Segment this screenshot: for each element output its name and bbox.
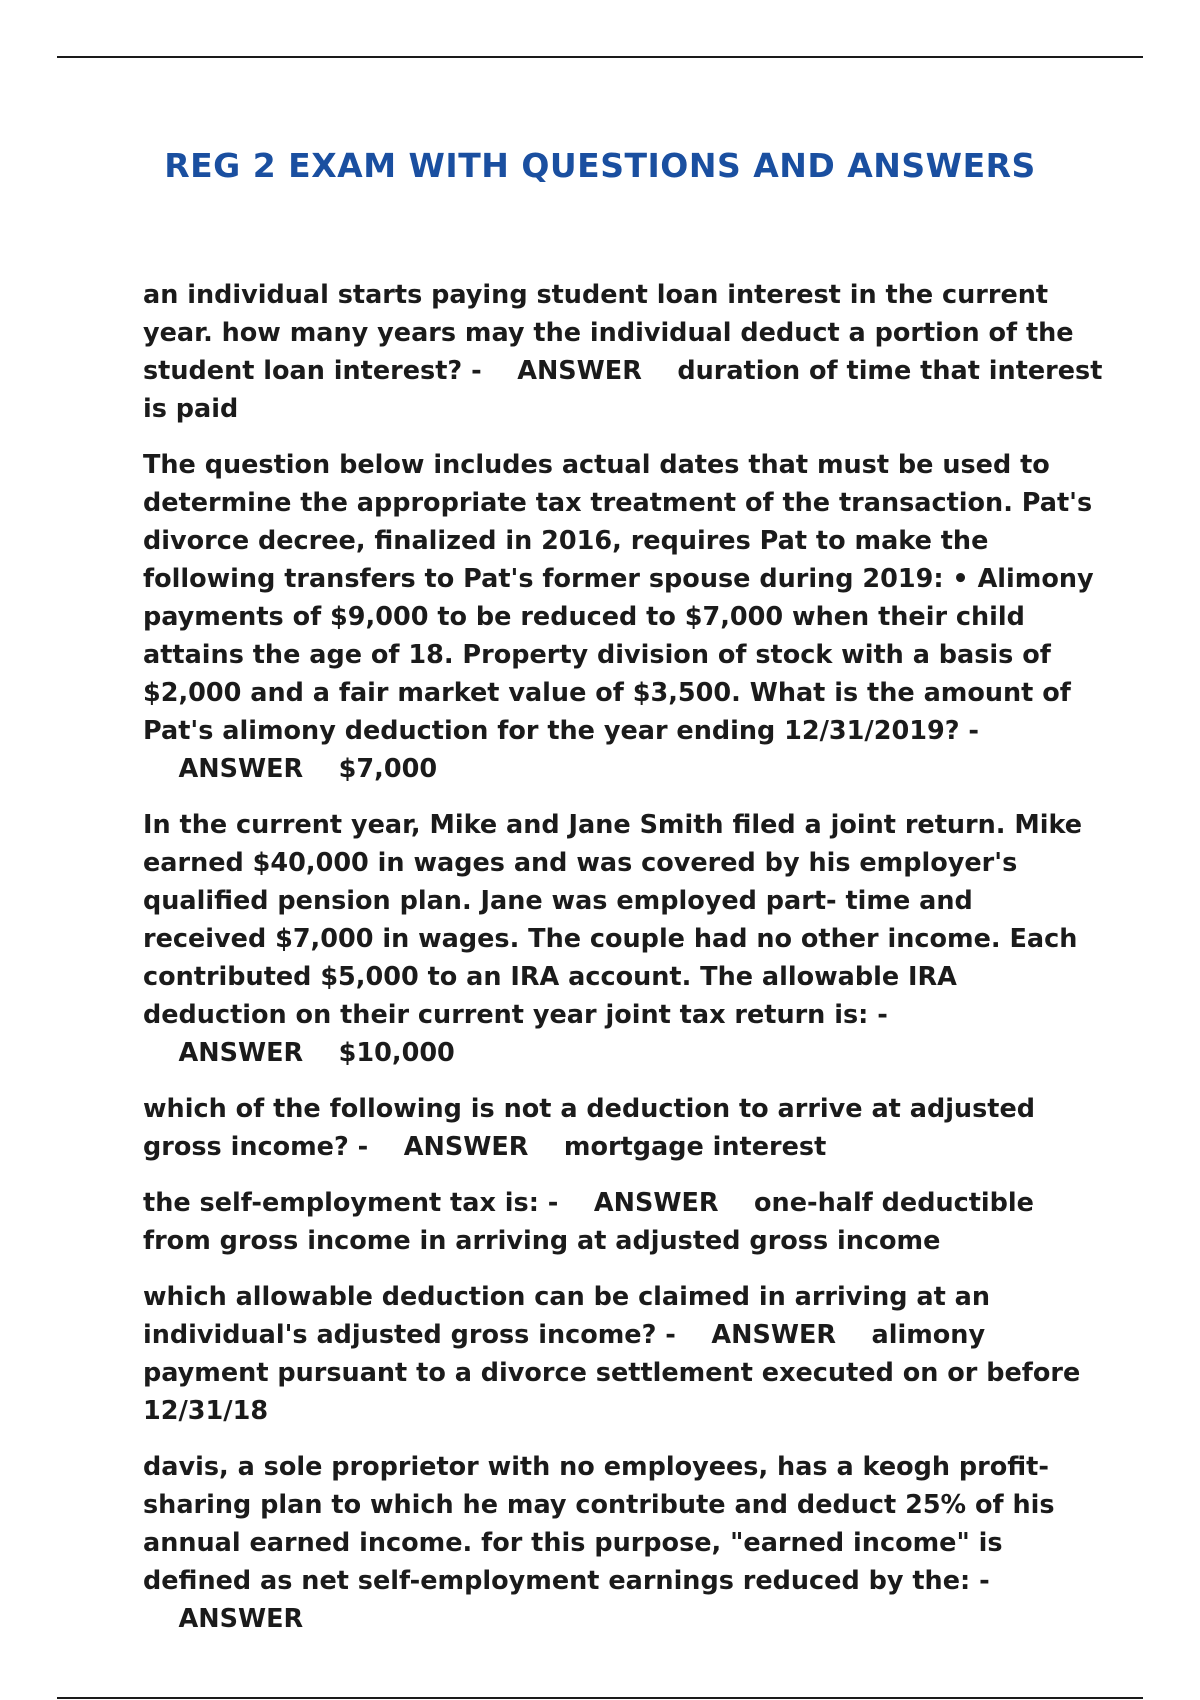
answer-label: ANSWER bbox=[517, 356, 642, 386]
answer-label: ANSWER bbox=[711, 1320, 837, 1350]
separator: - bbox=[665, 1320, 676, 1350]
bottom-rule bbox=[57, 1697, 1143, 1699]
qa-list bbox=[143, 276, 1103, 1656]
answer-label: ANSWER bbox=[593, 1188, 719, 1218]
answer-text: $7,000 bbox=[338, 754, 438, 784]
question-text: the self-employment tax is: bbox=[143, 1188, 539, 1218]
question-text: which of the following is not a deduction to arrive at adjusted gross income? bbox=[143, 1094, 1036, 1162]
question-text: The question below includes actual dates that must be used to determine the appropriate tax treatment of the transaction. Pat's divorce decree, finalized in 2016, requires Pat to make the following transfers to Pat's former spouse during 2019: • Alimony payments of $9,000 to be reduced to $7,000 when their child attains the age of 18. Property division of stock with a basis of $2,000 and a fair market value of $3,500. What is the amount of Pat's alimony deduction for the year ending 12/31/2019? bbox=[143, 450, 1094, 746]
separator: - bbox=[979, 1566, 990, 1596]
qa-item bbox=[143, 446, 1103, 788]
separator: - bbox=[357, 1132, 369, 1162]
separator: - bbox=[877, 1000, 888, 1030]
question-text: which allowable deduction can be claimed in arriving at an individual's adjusted gross income? bbox=[143, 1282, 991, 1350]
question-text: an individual starts paying student loan interest in the current year. how many years may the individual deduct a portion of the student loan interest? bbox=[143, 280, 1074, 386]
answer-label: ANSWER bbox=[178, 1604, 304, 1634]
question-text: In the current year, Mike and Jane Smith filed a joint return. Mike earned $40,000 in wages and was covered by his employer's qualified pension plan. Jane was employed part- time and received $7,000 in wages. The couple had no other income. Each contributed $5,000 to an IRA account. The allowable IRA deduction on their current year joint tax return is: bbox=[143, 810, 1083, 1030]
qa-item bbox=[143, 1184, 1103, 1260]
answer-text: alimony payment pursuant to a divorce settlement executed on or before 12/31/18 bbox=[143, 1320, 1081, 1426]
qa-item bbox=[143, 276, 1103, 428]
separator: - bbox=[968, 716, 979, 746]
answer-label: ANSWER bbox=[403, 1132, 529, 1162]
answer-text: mortgage interest bbox=[563, 1132, 827, 1162]
separator: - bbox=[547, 1188, 559, 1218]
answer-label: ANSWER bbox=[178, 1038, 304, 1068]
qa-item bbox=[143, 1278, 1103, 1430]
qa-item bbox=[143, 806, 1103, 1072]
qa-item bbox=[143, 1090, 1103, 1166]
document-title: REG 2 EXAM WITH QUESTIONS AND ANSWERS bbox=[164, 146, 1036, 185]
qa-item bbox=[143, 1448, 1103, 1638]
question-text: davis, a sole proprietor with no employees, has a keogh profit-sharing plan to which he may contribute and deduct 25% of his annual earned income. for this purpose, "earned income" is defined as net self-employment earnings reduced by the: bbox=[143, 1452, 1055, 1596]
answer-label: ANSWER bbox=[178, 754, 304, 784]
top-rule bbox=[57, 56, 1143, 58]
answer-text: $10,000 bbox=[338, 1038, 455, 1068]
separator: - bbox=[471, 356, 482, 386]
answer-text: duration of time that interest is paid bbox=[143, 356, 1103, 424]
answer-text: one-half deductible from gross income in arriving at adjusted gross income bbox=[143, 1188, 1034, 1256]
